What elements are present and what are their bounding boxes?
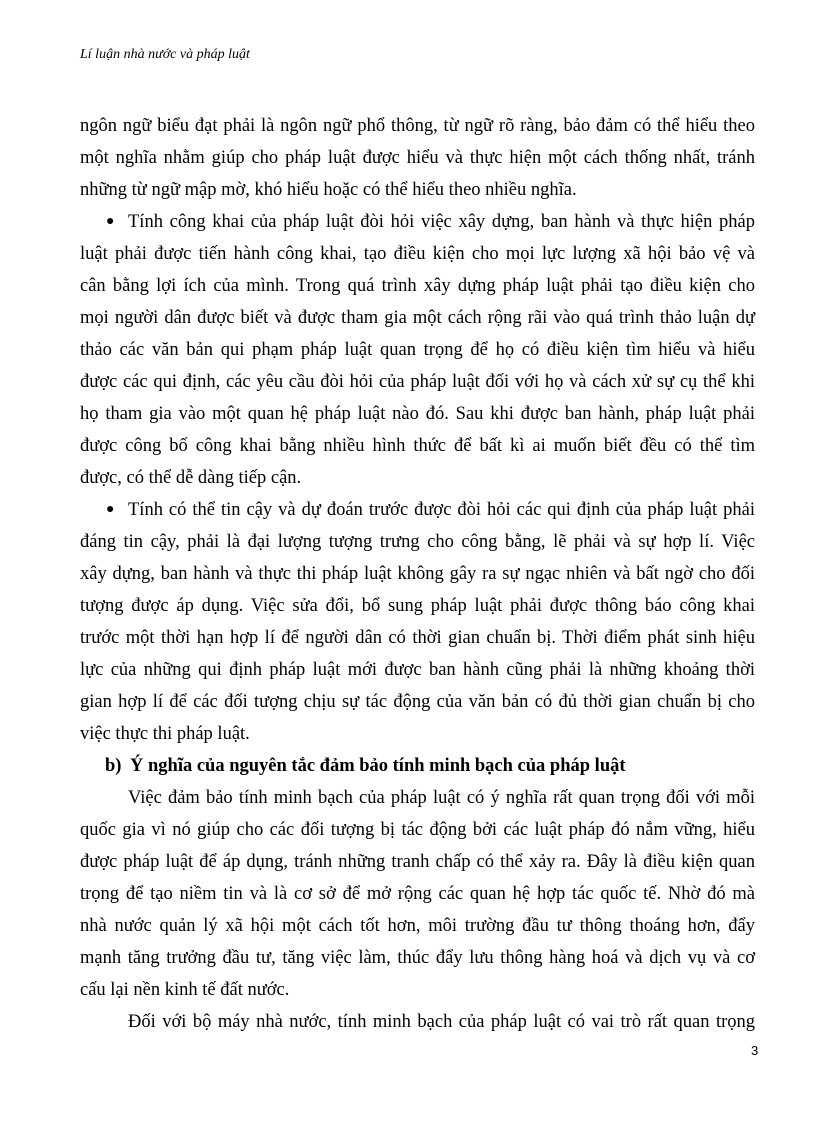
bullet-line: xây dựng, ban hành và thực thi pháp luật không gây ra sự ngạc nhiên và bất ngờ cho đối: [80, 564, 755, 584]
bullet-line: tượng được áp dụng. Việc sửa đổi, bổ sung pháp luật phải được thông báo công khai: [80, 596, 755, 616]
page-number: 3: [751, 1043, 759, 1058]
running-header: Lí luận nhà nước và pháp luật: [80, 47, 250, 62]
paragraph-line: quốc gia vì nó giúp cho các đối tượng bị tác động bởi các luật pháp đó nắm vững, hiểu: [80, 820, 755, 840]
bullet-line: lực của những qui định pháp luật mới được ban hành cũng phải là những khoảng thời: [80, 660, 755, 680]
body-line: những từ ngữ mập mờ, khó hiểu hoặc có thể hiểu theo nhiều nghĩa.: [80, 180, 577, 200]
body-line: ngôn ngữ biểu đạt phải là ngôn ngữ phổ thông, từ ngữ rõ ràng, bảo đảm có thể hiểu theo: [80, 116, 755, 136]
body-line: một nghĩa nhằm giúp cho pháp luật được hiểu và thực hiện một cách thống nhất, tránh: [80, 148, 755, 168]
bullet-line: gian hợp lí để các đối tượng chịu sự tác động của văn bản có đủ thời gian chuẩn bị cho: [80, 692, 755, 712]
bullet-icon: ●: [106, 502, 115, 517]
bullet-line: trước một thời hạn hợp lí để người dân có thời gian chuẩn bị. Thời điểm phát sinh hiệu: [80, 628, 755, 648]
bullet-line: thảo các văn bản qui phạm pháp luật quan trọng để họ có điều kiện tìm hiểu và hiểu: [80, 340, 755, 360]
section-heading: [80, 750, 755, 782]
paragraph-line: cấu lại nền kinh tế đất nước.: [80, 980, 290, 1000]
paragraph-line: được pháp luật để áp dụng, tránh những tranh chấp có thể xảy ra. Đây là điều kiện quan: [80, 852, 755, 872]
paragraph-line: nhà nước quản lý xã hội một cách tốt hơn, môi trường đầu tư thông thoáng hơn, đẩy: [80, 916, 755, 936]
bullet-icon: ●: [106, 214, 115, 229]
bullet-item: [80, 206, 755, 494]
paragraph-line: Việc đảm bảo tính minh bạch của pháp luật có ý nghĩa rất quan trọng đối với mỗi: [128, 788, 755, 808]
paragraph-line: mạnh tăng trưởng đầu tư, tăng việc làm, thúc đẩy lưu thông hàng hoá và dịch vụ và cơ: [80, 948, 755, 968]
paragraph-line: Đối với bộ máy nhà nước, tính minh bạch của pháp luật có vai trò rất quan trọng: [128, 1012, 755, 1032]
bullet-line: việc thực thi pháp luật.: [80, 724, 250, 744]
bullet-line: được, có thể dễ dàng tiếp cận.: [80, 468, 302, 488]
bullet-line: được công bố công khai bằng nhiều hình thức để bất kì ai muốn biết đều có thể tìm: [80, 436, 755, 456]
paragraph: [80, 1006, 755, 1038]
bullet-item: [80, 494, 755, 750]
bullet-line: cân bằng lợi ích của mình. Trong quá trình xây dựng pháp luật phải tạo điều kiện cho: [80, 276, 755, 296]
section-heading-text: Ý nghĩa của nguyên tắc đảm bảo tính minh bạch của pháp luật: [130, 756, 626, 776]
paragraph: [80, 782, 755, 1006]
bullet-line: họ tham gia vào một quan hệ pháp luật nào đó. Sau khi được ban hành, pháp luật phải: [80, 404, 755, 424]
page-body: [80, 110, 755, 1038]
bullet-line: Tính có thể tin cậy và dự đoán trước được đòi hỏi các qui định của pháp luật phải: [128, 500, 755, 520]
bullet-line: đáng tin cậy, phải là đại lượng tượng trưng cho công bằng, lẽ phải và sự hợp lí. Việc: [80, 532, 755, 552]
bullet-line: luật phải được tiến hành công khai, tạo điều kiện cho mọi lực lượng xã hội bảo vệ và: [80, 244, 755, 264]
bullet-line: mọi người dân được biết và được tham gia một cách rộng rãi vào quá trình thảo luận dự: [80, 308, 755, 328]
paragraph-line: trọng để tạo niềm tin và là cơ sở để mở rộng các quan hệ hợp tác quốc tế. Nhờ đó mà: [80, 884, 755, 904]
section-heading-marker: b): [105, 756, 122, 776]
bullet-line: Tính công khai của pháp luật đòi hỏi việc xây dựng, ban hành và thực hiện pháp: [128, 212, 755, 232]
bullet-line: được các qui định, các yêu cầu đòi hỏi của pháp luật đối với họ và cách xử sự cụ thể khi: [80, 372, 755, 392]
